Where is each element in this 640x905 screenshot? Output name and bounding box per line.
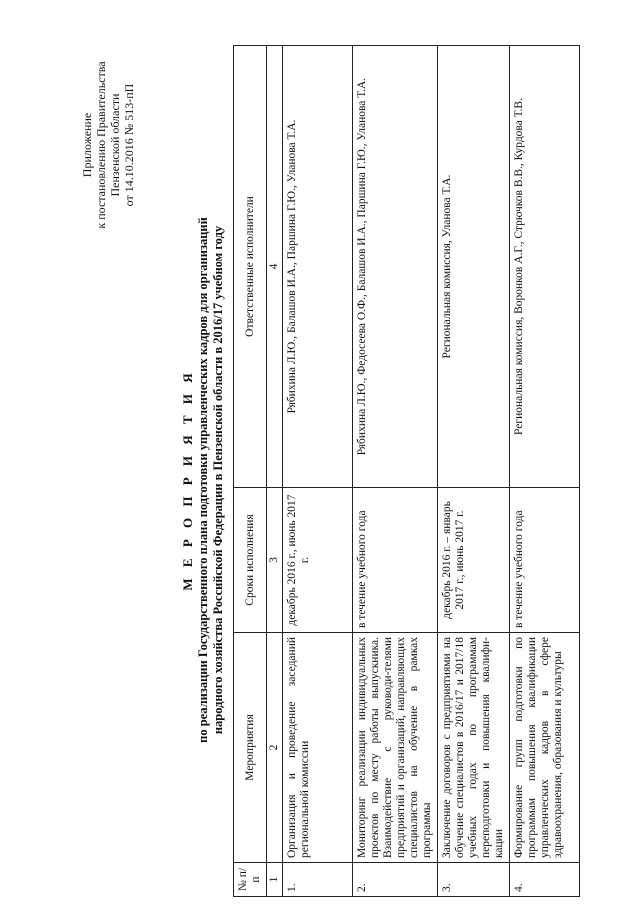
row-num: 1.	[283, 863, 353, 897]
column-numbers-row	[267, 46, 283, 897]
row-num: 2.	[353, 863, 438, 897]
row-activity: Мониторинг реализации индивидуальных проектов по месту работы выпускника. Взаимодействие с руководи-телями предприятий и организаций, направляющих специалистов на обучение в рамках программы	[353, 633, 438, 863]
row-activity: Формирование групп подготовки по программам повышения квалификации управленческих кадров в сфере здравоохранения, образования и культуры	[510, 633, 580, 863]
header-activity: Мероприятия	[234, 633, 267, 863]
row-responsible: Рябихина Л.Ю., Федосеева О.Ф., Балашов И.А., Паршина Г.Ю., Уланова Т.А.	[353, 46, 438, 488]
title-subtitle-line2: народного хозяйства Российской Федерации в Пензенской области в 2016/17 учебном году	[211, 225, 225, 735]
table-header-row	[234, 46, 267, 897]
table-row	[283, 46, 353, 897]
header-term: Сроки исполнения	[234, 488, 267, 633]
row-num: 4.	[510, 863, 580, 897]
row-term: декабрь 2016 г., июнь 2017 г.	[283, 488, 353, 633]
header-responsible: Ответственные исполнители	[234, 46, 267, 488]
title-main: М Е Р О П Р И Я Т И Я	[180, 369, 195, 591]
row-num: 3.	[438, 863, 510, 897]
table-row	[438, 46, 510, 897]
table-row	[510, 46, 580, 897]
column-number: 1	[267, 863, 283, 897]
appendix-line: к постановлению Правительства	[94, 61, 108, 229]
appendix-line: от 14.10.2016 № 513-пП	[122, 83, 136, 207]
table-row	[353, 46, 438, 897]
column-number: 4	[267, 46, 283, 488]
row-responsible: Региональная комиссия, Воронков А.Г., Стрючков В.В., Курдова Т.В.	[510, 46, 580, 488]
title-subtitle-line1: по реализации Государственного плана подготовки управленческих кадров для организаций	[196, 217, 210, 743]
row-term: декабрь 2016 г. – январь 2017 г., июнь 2017 г.	[438, 488, 510, 633]
row-responsible: Региональная комиссия, Уланова Т.А.	[438, 46, 510, 488]
appendix-line: Приложение	[80, 112, 94, 178]
appendix-line: Пензенской области	[108, 93, 122, 197]
row-activity: Заключение договоров с предприятиями на обучение специалистов в 2016/17 и 2017/18 учебных годах по программам переподготовки и повышения квалифи-кации	[438, 633, 510, 863]
appendix-note	[80, 25, 136, 265]
header-num: № п/п	[234, 863, 267, 897]
document-title	[180, 95, 226, 865]
row-term: в течение учебного года	[510, 488, 580, 633]
row-term: в течение учебного года	[353, 488, 438, 633]
column-number: 2	[267, 633, 283, 863]
column-number: 3	[267, 488, 283, 633]
row-activity: Организация и проведение заседаний региональной комиссии	[283, 633, 353, 863]
measures-table	[233, 45, 580, 897]
row-responsible: Рябихина Л.Ю., Балашов И.А., Паршина Г.Ю., Уланова Т.А.	[283, 46, 353, 488]
